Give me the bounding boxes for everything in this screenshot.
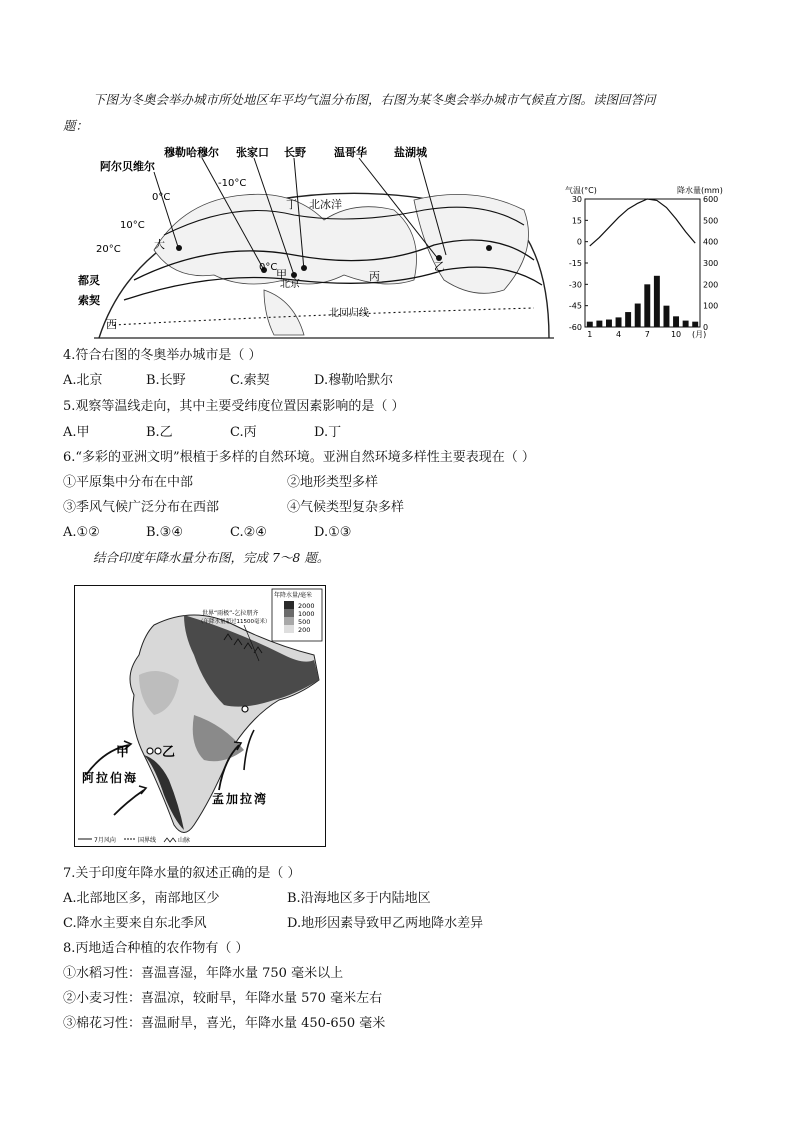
map2-label-yi: 乙: [162, 745, 176, 760]
climate-left-title: 气温(°C): [565, 186, 597, 195]
india-rainfall-map: [74, 585, 326, 847]
map2-callout-2: （年降水量超过11500毫米）: [198, 619, 271, 625]
map1-zone-xi: 西: [106, 318, 117, 331]
map2-label-arabian-sea: 阿拉伯海: [82, 771, 139, 785]
map1-iso-3: 20°C: [96, 244, 121, 255]
q5-stem: 5.观察等温线走向，其中主要受纬度位置因素影响的是（ ）: [63, 399, 405, 414]
q7-option-d[interactable]: D.地形因素导致甲乙两地降水差异: [287, 916, 484, 931]
precip-bar: [625, 312, 631, 327]
intro-2: 结合印度年降水量分布图，完成 7～8 题。: [93, 550, 330, 565]
map1-iso-1: 0°C: [152, 192, 171, 203]
intro-line-1: 下图为冬奥会举办城市所处地区年平均气温分布图，右图为某冬奥会举办城市气候直方图。读图回答问: [93, 92, 656, 107]
yleft-tick-label: 30: [571, 195, 582, 204]
q4-stem: 4.符合右图的冬奥举办城市是（ ）: [63, 348, 262, 363]
map1-city-0: 阿尔贝维尔: [100, 160, 155, 173]
yleft-tick-label: -30: [568, 280, 582, 290]
map1-city-7: 索契: [78, 294, 100, 307]
q6-option-a[interactable]: A.①②: [63, 525, 100, 540]
map2-label-bay-of-bengal: 孟加拉湾: [212, 792, 269, 806]
q5-option-b[interactable]: B.乙: [146, 425, 173, 440]
map1-iso-0: -10°C: [218, 178, 247, 189]
q6-item-1: ①平原集中分布在中部: [63, 475, 194, 490]
precip-bar: [683, 321, 689, 327]
map1-zone-ding: 丁: [286, 198, 297, 211]
intro-line-2: 题：: [63, 118, 89, 133]
x-tick-label: 10: [670, 330, 682, 339]
yright-tick-label: 0: [703, 323, 709, 332]
q7-option-c[interactable]: C.降水主要来自东北季风: [63, 916, 207, 931]
precip-bar: [606, 320, 612, 327]
isotherm-map: [78, 140, 554, 340]
map1-city-6: 都灵: [78, 274, 100, 287]
climate-right-title: 降水量(mm): [677, 186, 723, 195]
q6-item-4: ④气候类型复杂多样: [287, 500, 405, 515]
precip-bar: [673, 316, 679, 327]
map2-legend-200: 200: [298, 626, 311, 634]
q7-stem: 7.关于印度年降水量的叙述正确的是（ ）: [63, 866, 301, 881]
q6-item-3: ③季风气候广泛分布在西部: [63, 500, 220, 515]
precip-bar: [616, 317, 622, 327]
precip-bar: [644, 284, 650, 327]
yleft-tick-label: 0: [576, 237, 582, 247]
yright-tick-label: 100: [703, 301, 719, 311]
precip-bar: [587, 322, 593, 327]
q4-option-a[interactable]: A.北京: [63, 373, 103, 388]
yleft-tick-label: -45: [568, 301, 582, 311]
map2-bottom-legend-border: 国界线: [138, 837, 157, 844]
map1-arctic-label: 北冰洋: [309, 198, 342, 211]
q8-item-1: ①水稻习性：喜温喜湿，年降水量 750 毫米以上: [63, 966, 344, 981]
q8-stem: 8.丙地适合种植的农作物有（ ）: [63, 941, 249, 956]
yright-tick-label: 600: [703, 195, 719, 204]
map1-zone-bing: 丙: [369, 270, 380, 283]
x-tick-label: 1: [587, 330, 593, 339]
map2-bottom-legend-mountain: 山脉: [178, 837, 191, 844]
q6-option-b[interactable]: B.③④: [146, 525, 183, 540]
map1-city-4: 温哥华: [334, 146, 367, 159]
map1-zone-yi: 乙: [434, 260, 445, 273]
map1-tropic-label: 北回归线: [329, 308, 369, 319]
map1-city-1: 穆勒哈穆尔: [164, 146, 219, 159]
map1-iso-4: 0°C: [259, 262, 278, 273]
map1-city-5: 盐湖城: [394, 146, 427, 159]
map1-zone-da: 大: [154, 238, 165, 251]
q8-item-3: ③棉花习性：喜温耐旱，喜光，年降水量 450-650 毫米: [63, 1016, 386, 1031]
map2-legend-title: 年降水量/毫米: [274, 592, 313, 599]
q4-option-b[interactable]: B.长野: [146, 373, 186, 388]
map2-label-jia: 甲: [116, 745, 130, 760]
map2-callout-1: 世界“雨极”-乞拉朋齐: [202, 610, 259, 617]
q5-option-a[interactable]: A.甲: [63, 425, 90, 440]
yleft-tick-label: -15: [568, 259, 582, 268]
q6-option-c[interactable]: C.②④: [230, 525, 267, 540]
yright-tick-label: 300: [703, 259, 719, 268]
q4-option-d[interactable]: D.穆勒哈默尔: [314, 373, 394, 388]
yright-tick-label: 200: [703, 280, 719, 290]
x-tick-label: 4: [615, 330, 622, 339]
precip-bar: [692, 322, 698, 327]
precip-bar: [635, 304, 641, 327]
x-unit-label: (月): [692, 330, 707, 339]
map1-city-2: 张家口: [236, 146, 269, 159]
q5-option-c[interactable]: C.丙: [230, 425, 257, 440]
yright-tick-label: 500: [703, 216, 719, 226]
map2-legend-2000: 2000: [298, 602, 315, 610]
q7-option-a[interactable]: A.北部地区多，南部地区少: [63, 891, 220, 906]
map1-zone-jia: 甲: [276, 268, 287, 281]
q4-option-c[interactable]: C.索契: [230, 373, 270, 388]
yleft-tick-label: 15: [571, 216, 582, 226]
q5-option-d[interactable]: D.丁: [314, 425, 342, 440]
map2-legend-1000: 1000: [298, 610, 315, 618]
map1-city-8: 北京: [280, 279, 300, 290]
q6-stem: 6.“多彩的亚洲文明”根植于多样的自然环境。亚洲自然环境多样性主要表现在（ ）: [63, 450, 535, 465]
x-tick-label: 7: [644, 330, 650, 339]
map2-legend-500: 500: [298, 618, 311, 626]
yleft-tick-label: -60: [568, 323, 582, 332]
q6-item-2: ②地形类型多样: [287, 475, 379, 490]
precip-bar: [596, 321, 602, 327]
q7-option-b[interactable]: B.沿海地区多于内陆地区: [287, 891, 431, 906]
q6-option-d[interactable]: D.①③: [314, 525, 352, 540]
precip-bar: [663, 306, 669, 327]
map2-bottom-legend-wind: 7月风向: [94, 837, 116, 844]
temperature-line: [590, 199, 695, 246]
climate-chart: [555, 183, 730, 343]
precip-bar: [654, 276, 660, 327]
yright-tick-label: 400: [703, 237, 719, 247]
q8-item-2: ②小麦习性：喜温凉，较耐旱，年降水量 570 毫米左右: [63, 991, 383, 1006]
map1-city-3: 长野: [284, 146, 306, 159]
map1-iso-2: 10°C: [120, 220, 145, 231]
